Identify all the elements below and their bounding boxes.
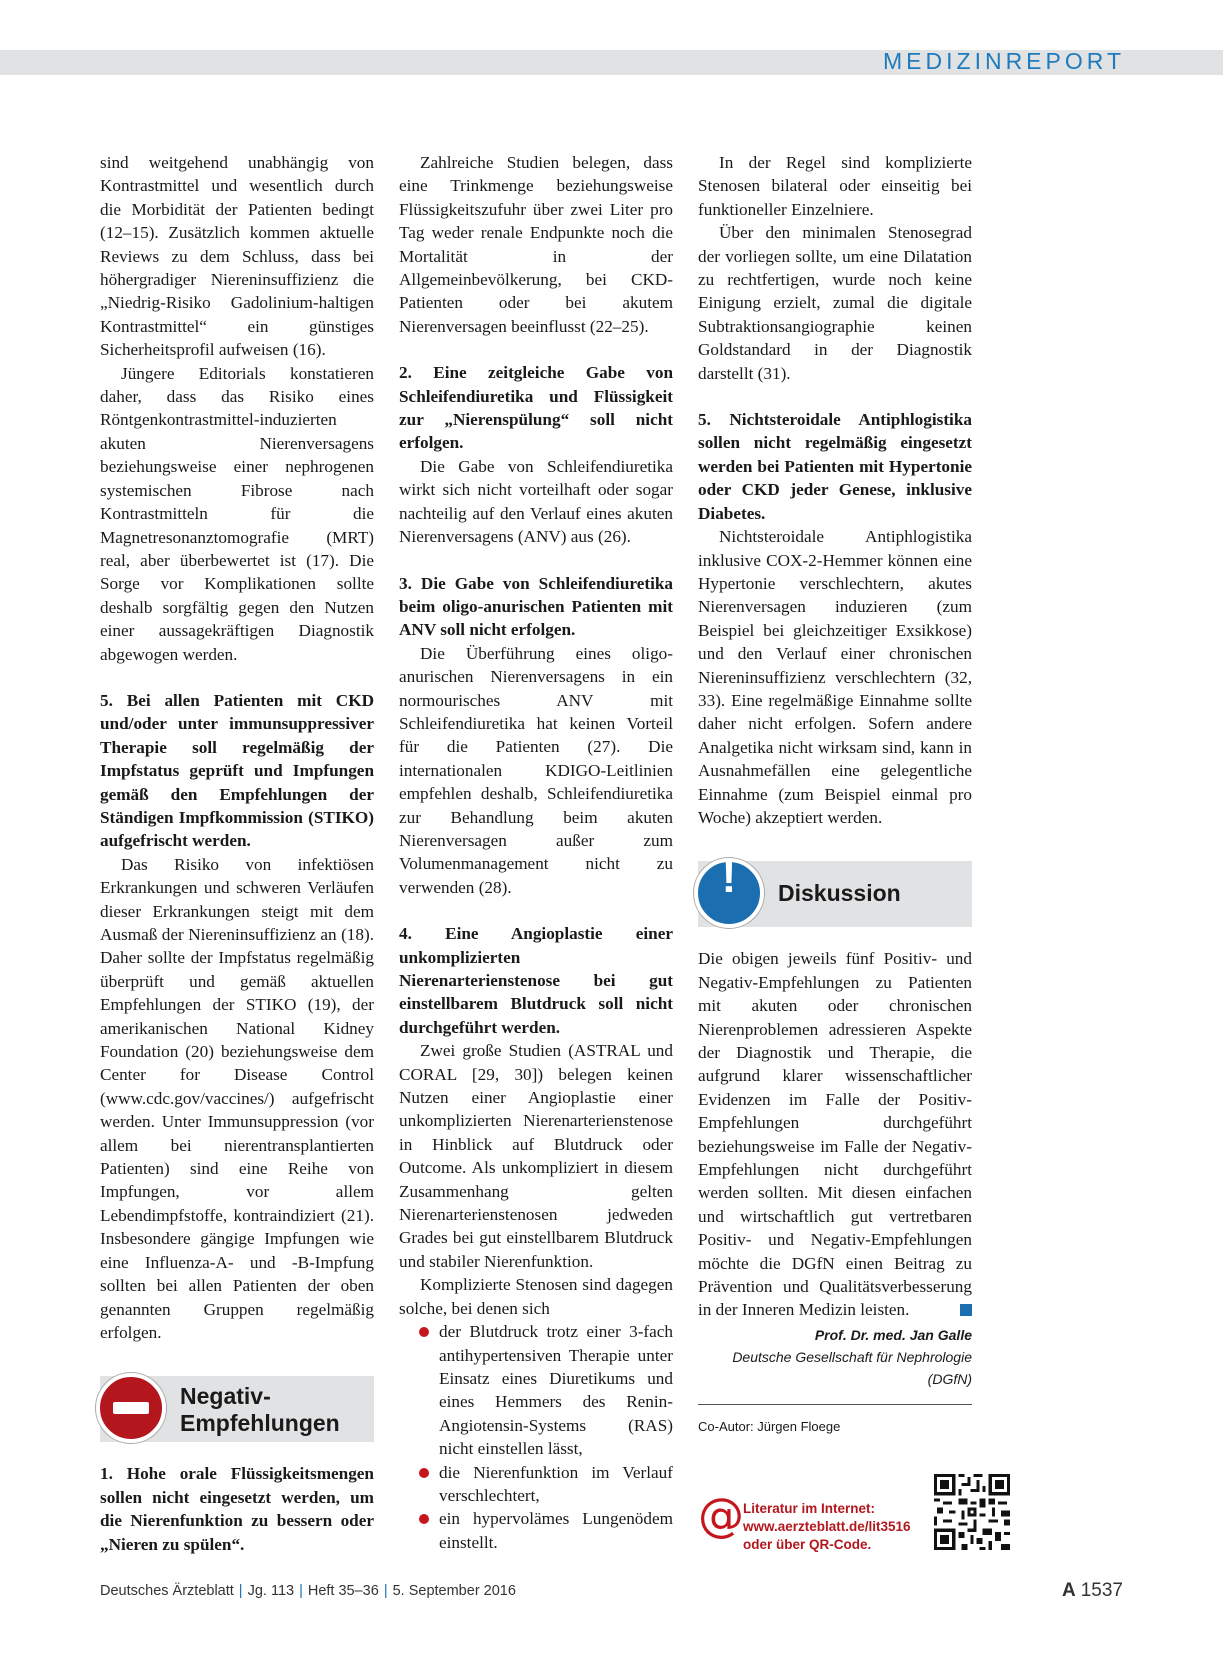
literature-line3: oder über QR-Code. [743,1537,872,1552]
coauthor: Co-Autor: Jürgen Floege [698,1404,972,1438]
recommendation-heading: 3. Die Gabe von Schleifendiuretika beim oligo-anurischen Patienten mit ANV soll nicht erfolgen. [399,573,673,640]
bullet-icon [419,1468,429,1478]
list-item: die Nierenfunktion im Verlauf verschlechtert, [399,1461,673,1508]
negative-recommendations-box [100,1376,374,1442]
date: 5. September 2016 [392,1583,516,1599]
journal-name: Deutsches Ärzteblatt [100,1583,234,1599]
paragraph: Die Überführung eines oligo-anurischen Nierenversagens in ein normourisches ANV mit Schleifendiuretika hat keinen Vorteil für die Patienten (27). Die internationalen KDIGO-Leitlinien empfehlen deshalb, Schleifendiuretika zur Behandlung beim akuten Nierenversagen außer zum Volumenmanagement nicht zu verwenden (28). [399,643,673,897]
bullet-icon [419,1327,429,1337]
recommendation-heading: 2. Eine zeitgleiche Gabe von Schleifendiuretika und Flüssigkeit zur „Nierenspülung“ soll nicht erfolgen. [399,363,673,453]
recommendation-heading: 5. Bei allen Patienten mit CKD und/oder unter immunsuppressiver Therapie soll regelmäßig der Impfstatus geprüft und Impfungen gemäß den Empfehlungen der Ständigen Impfkommission (STIKO) aufgefrischt werden. [100,690,374,851]
paragraph: Zahlreiche Studien belegen, dass eine Trinkmenge beziehungsweise Flüssigkeitszufuhr über zwei Liter pro Tag weder renale Endpunkte noch die Mortalität in der Allgemeinbevölkerung, bei CKD-Patienten oder bei akutem Nierenversagen beeinflusst (22–25). [399,153,673,336]
list-item: der Blutdruck trotz einer 3-fach antihypertensiven Therapie unter Einsatz eines Diuretikums und eines Hemmers des Renin-Angiotensin-Systems (RAS) nicht einstellen lässt, [399,1320,673,1460]
issue: Heft 35–36 [307,1583,379,1599]
paragraph: In der Regel sind komplizierte Stenosen bilateral oder einseitig bei funktioneller Einzelniere. [698,153,972,219]
column-1 [100,151,374,1556]
exclamation-icon: ! [694,858,764,928]
literature-line1: Literatur im Internet: [743,1501,876,1516]
end-mark-icon [960,1304,972,1316]
box-title-line1: Negativ- [180,1383,271,1410]
qr-code-icon[interactable] [934,1474,1010,1550]
paragraph: sind weitgehend unabhängig von Kontrastmittel und wesentlich durch die Morbidität der Patienten bedingt (12–15). Zusätzlich kommen aktuelle Reviews zu dem Schluss, dass bei höhergradiger Niereninsuffizienz die „Niedrig-Risiko Gadolinium-haltigen Kontrastmittel“ ein günstiges Sicherheitsprofil aufweisen (16). [100,153,374,360]
page-number: A 1537 [1061,1580,1123,1601]
paragraph: Die obigen jeweils fünf Positiv- und Negativ-Empfehlungen zu Patienten mit akuten oder chronischen Nierenproblemen adressieren Aspekte der Diagnostik und Therapie, die aufgrund klarer wissenschaftlicher Evidenzen im Falle der Positiv-Empfehlungen durchgeführt beziehungsweise im Falle der Negativ-Empfehlungen nicht durchgeführt werden sollten. Mit diesen einfachen und wirtschaftlich gut vertretbaren Positiv- und Negativ-Empfehlungen möchte die DGfN einen Beitrag zu Prävention und Qualitätsverbesserung in der Inneren Medizin leisten. [698,949,972,1320]
paragraph: Nichtsteroidale Antiphlogistika inklusive COX-2-Hemmer können eine Hypertonie verschlechtern, akutes Nierenversagen induzieren (zum Beispiel bei gleichzeitiger Exsikkose) und den Verlauf einer chronischen Niereninsuffizienz verschlechtern (32, 33). Eine regelmäßige Einnahme sollte daher nicht erfolgen. Sofern andere Analgetika nicht wirksam sind, kann in Ausnahmefällen eine gelegentliche Einnahme (zum Beispiel einmal pro Woche) akzeptiert werden. [698,527,972,827]
column-3 [698,151,972,1438]
affiliation: Deutsche Gesellschaft für Nephrologie (DGfN) [732,1348,972,1387]
paragraph: Jüngere Editorials konstatieren daher, dass das Risiko eines Röntgenkontrastmittel-induzierten akuten Nierenversagens beziehungsweise einer nephrogenen systemischen Fibrose nach Kontrastmitteln für die Magnetresonanztomografie (MRT) real, aber überbewertet ist (17). Die Sorge vor Komplikationen sollte deshalb sorgfältig gegen den Nutzen einer aussagekräftigen Diagnostik abgewogen werden. [100,363,374,664]
section-label: MEDIZINREPORT [883,48,1125,74]
box-title-line2: Empfehlungen [180,1410,340,1437]
paragraph: Komplizierte Stenosen sind dagegen solche, bei denen sich [399,1275,673,1318]
no-entry-icon [96,1373,166,1443]
recommendation-heading: 1. Hohe orale Flüssigkeitsmengen sollen nicht eingesetzt werden, um die Nierenfunktion zu bessern oder „Nieren zu spülen“. [100,1464,374,1554]
discussion-title: Diskussion [778,880,901,907]
at-icon: @ [698,1488,744,1542]
author: Prof. Dr. med. Jan Galle [814,1326,972,1343]
list-item: ein hypervolämes Lungenödem einstellt. [399,1507,673,1554]
paragraph: Das Risiko von infektiösen Erkrankungen und schweren Verläufen dieser Erkrankungen steigt mit dem Ausmaß der Niereninsuffizienz an (18). Daher sollte der Impfstatus regelmäßig überprüft und gemäß aktuellen Empfehlungen der STIKO (19), der amerikanischen National Kidney Foundation (20) beziehungsweise dem Center for Disease Control (www.cdc.gov/vaccines/) aufgefrischt werden. Unter Immunsuppression (vor allem bei nierentransplantierten Patienten) sind eine Reihe von Impfungen, vor allem Lebendimpfstoffe, kontraindiziert (21). Insbesondere gängige Impfungen wie eine Influenza-A- und -B-Impfung sollten bei allen Patienten der oben genannten Gruppen regelmäßig erfolgen. [100,854,374,1342]
literature-link[interactable] [698,1488,911,1552]
column-2 [399,151,673,1554]
paragraph: Die Gabe von Schleifendiuretika wirkt sich nicht vorteilhaft oder sogar nachteilig auf den Verlauf eines akuten Nierenversagens (ANV) aus (26). [399,456,673,547]
footer: Deutsches Ärzteblatt | Jg. 113 | Heft 35–36 | 5. September 2016 [100,1583,516,1599]
paragraph: Über den minimalen Stenosegrad der vorliegen sollte, um eine Dilatation zu rechtfertigen, wurde noch keine Einigung erzielt, zumal die digitale Subtraktionsangiographie keinen Goldstandard in der Diagnostik darstellt (31). [698,223,972,383]
discussion-box [698,853,972,927]
literature-url[interactable]: www.aerzteblatt.de/lit3516 [743,1519,911,1534]
recommendation-heading: 5. Nichtsteroidale Antiphlogistika sollen nicht regelmäßig eingesetzt werden bei Patienten mit Hypertonie oder CKD jeder Genese, inklusive Diabetes. [698,410,972,523]
paragraph: Zwei große Studien (ASTRAL und CORAL [29, 30]) belegen keinen Nutzen einer Angioplastie einer unkomplizierten Nierenarterienstenose in Hinblick auf Blutdruck oder Outcome. Als unkompliziert in diesem Zusammenhang gelten Nierenarterienstenosen jedweden Grades bei gut einstellbarem Blutdruck und stabiler Nierenfunktion. [399,1041,673,1271]
volume: Jg. 113 [247,1583,295,1599]
recommendation-heading: 4. Eine Angioplastie einer unkomplizierten Nierenarterienstenose bei gut einstellbarem Blutdruck soll nicht durchgeführt werden. [399,924,673,1037]
bullet-icon [419,1514,429,1524]
